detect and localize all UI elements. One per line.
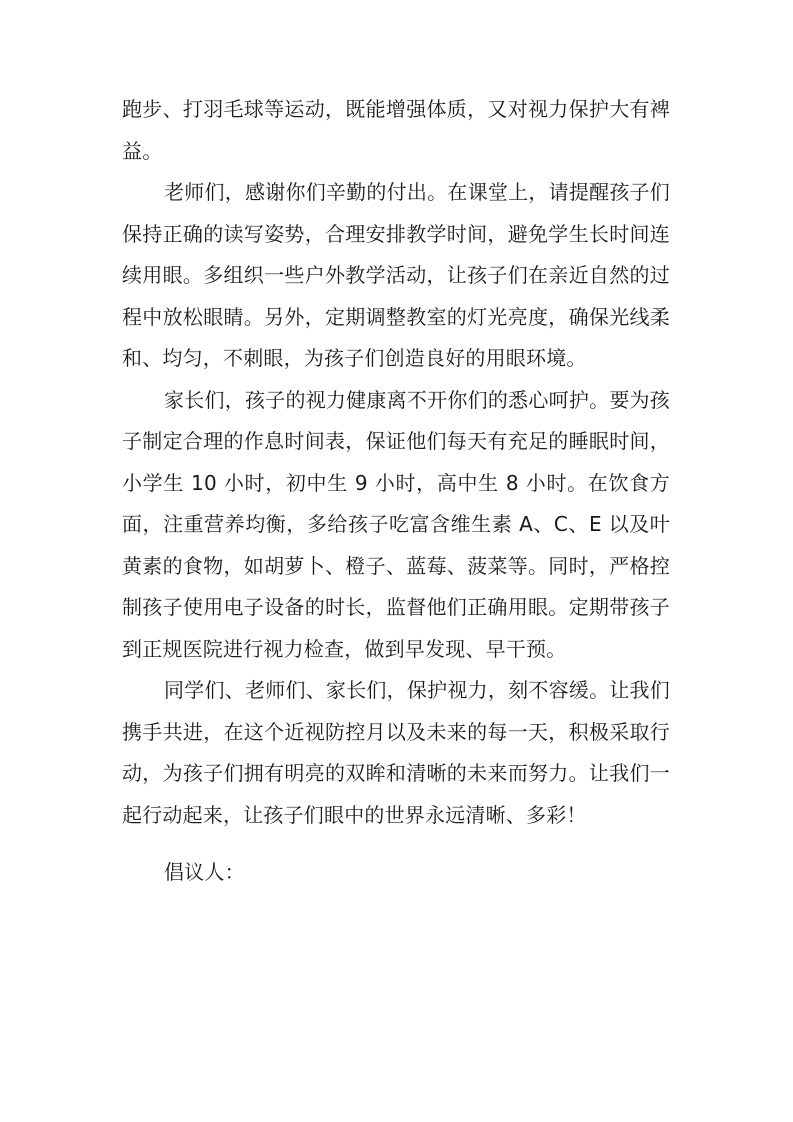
paragraph-teachers: 老师们，感谢你们辛勤的付出。在课堂上，请提醒孩子们保持正确的读写姿势，合理安排教学时间，避免学生长时间连续用眼。多组织一些户外教学活动，让孩子们在亲近自然的过程中放松眼睛。另外，定期调整教室的灯光亮度，确保光线柔和、均匀，不刺眼，为孩子们创造良好的用眼环境。 — [122, 180, 670, 370]
paragraph-closing: 同学们、老师们、家长们，保护视力，刻不容缓。让我们携手共进，在这个近视防控月以及未来的每一天，积极采取行动，为孩子们拥有明亮的双眸和清晰的未来而努力。让我们一起行动起来，让孩子们眼中的世界永远清晰、多彩！ — [122, 678, 670, 827]
document-page — [122, 89, 670, 894]
signature-label: 倡议人： — [164, 860, 245, 884]
paragraph-parents: 家长们，孩子的视力健康离不开你们的悉心呵护。要为孩子制定合理的作息时间表，保证他们每天有充足的睡眠时间，小学生 10 小时，初中生 9 小时，高中生 8 小时。在饮食方面，注重营养均衡，多给孩子吃富含维生素 A、C、E 以及叶黄素的食物，如胡萝卜、橙子、蓝莓、菠菜等。同时，严格控制孩子使用电子设备的时长，监督他们正确用眼。定期带孩子到正规医院进行视力检查，做到早发现、早干预。 — [122, 387, 670, 661]
paragraph-continuation: 跑步、打羽毛球等运动，既能增强体质，又对视力保护大有裨益。 — [122, 97, 670, 163]
